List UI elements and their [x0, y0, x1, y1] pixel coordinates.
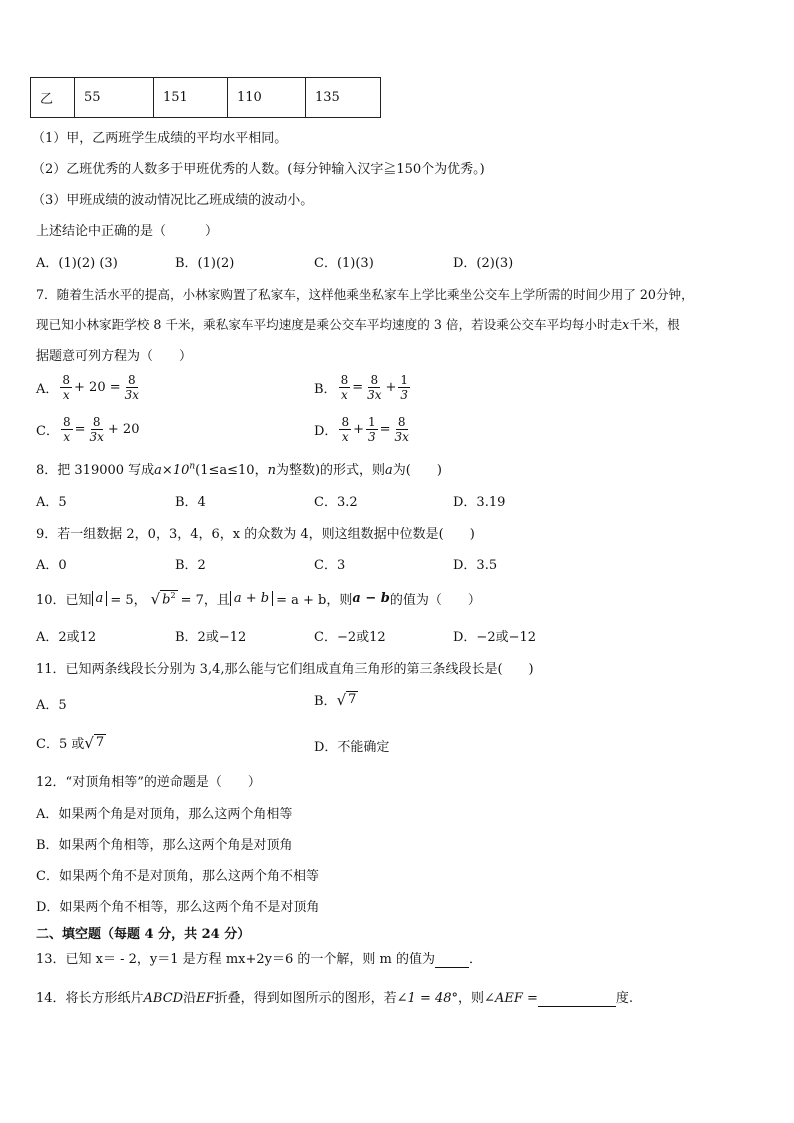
- q8-expr: a×10: [154, 463, 190, 478]
- q6-option-d[interactable]: D．(2)(3): [453, 256, 514, 271]
- q14-stem: [36, 987, 633, 1007]
- score-table: [30, 77, 381, 118]
- table-cell: 55: [75, 78, 154, 118]
- q7-option-a[interactable]: [36, 373, 143, 402]
- q7-option-c[interactable]: [36, 415, 139, 444]
- q13-text: 13．已知 x＝ - 2，y＝1 是方程 mx+2y＝6 的一个解，则 m 的值为: [36, 952, 435, 967]
- q10-option-a[interactable]: A．2或12: [36, 630, 97, 645]
- q8-n: n: [267, 463, 276, 478]
- q11-stem: 11．已知两条线段长分别为 3,4,那么能与它们组成直角三角形的第三条线段长是( ): [36, 662, 534, 677]
- q9-option-a[interactable]: A．0: [36, 558, 67, 573]
- radical-sign: √: [150, 589, 161, 608]
- radical-sign: √: [336, 690, 347, 709]
- q14-aef: ∠AEF =: [484, 991, 538, 1006]
- q7-option-b[interactable]: [314, 373, 412, 402]
- q6-stem: 上述结论中正确的是（ ）: [36, 224, 219, 239]
- q8-tail: 为( ): [392, 463, 442, 478]
- option-label: B．: [314, 694, 337, 709]
- q8-stem: [36, 459, 442, 478]
- q6-statement-3: （3）甲班成绩的波动情况比乙班成绩的波动小。: [32, 193, 314, 208]
- q14-mid: 沿: [183, 991, 197, 1006]
- q11-option-b[interactable]: [314, 690, 358, 709]
- radical-sign: √: [84, 733, 94, 752]
- answer-blank[interactable]: [538, 991, 616, 1007]
- q12-option-d[interactable]: D．如果两个角不相等，那么这两个角不是对顶角: [36, 900, 320, 915]
- q7-stem-line2: [36, 314, 680, 333]
- table-row: [31, 78, 381, 118]
- q9-option-c[interactable]: C．3: [314, 558, 346, 573]
- q10-tail: 的值为（ ）: [389, 593, 481, 608]
- option-label: C．: [36, 424, 59, 439]
- q8-post: 为整数)的形式，则: [275, 463, 386, 478]
- fraction: $\frac{8}{x}$: [341, 415, 350, 444]
- sqrt-7: √ 7: [336, 690, 357, 709]
- q8-option-a[interactable]: A．5: [36, 495, 67, 510]
- abs-a: a: [92, 591, 108, 606]
- q9-option-b[interactable]: B．2: [175, 558, 206, 573]
- option-label: A．: [36, 382, 59, 397]
- table-cell: 135: [306, 78, 381, 118]
- q11-option-a[interactable]: A．5: [36, 698, 67, 713]
- fraction: $\frac{8}{3x}$: [124, 373, 140, 402]
- operator: =: [74, 422, 86, 437]
- operator: =: [379, 422, 391, 437]
- q12-option-b[interactable]: B．如果两个角相等，那么这两个角是对顶角: [36, 838, 293, 853]
- fraction: $\frac{8}{x}$: [62, 415, 71, 444]
- q14-mid3: ，则: [458, 991, 485, 1006]
- q10-option-d[interactable]: D．−2或−12: [453, 630, 537, 645]
- q10-stem: [36, 589, 481, 608]
- q12-stem: 12．“对顶角相等”的逆命题是（ ）: [36, 775, 261, 790]
- q14-mid2: 折叠，得到如图所示的图形，若: [214, 991, 397, 1006]
- option-label: D．: [314, 424, 338, 439]
- q8-option-c[interactable]: C．3.2: [314, 495, 358, 510]
- q6-option-a[interactable]: A．(1)(2) (3): [36, 256, 118, 271]
- q14-tail: 度.: [615, 991, 634, 1006]
- fraction: $\frac{8}{3x}$: [394, 415, 409, 444]
- q10-eq5: = 5，: [110, 593, 147, 608]
- q8-condition: (1≤a≤10，: [195, 463, 268, 478]
- q7-stem-line3: 据题意可列方程为（ ）: [36, 349, 193, 364]
- operator: +: [353, 422, 364, 437]
- sqrt-b2: √ $b^2$: [150, 589, 176, 608]
- q11-option-c[interactable]: [36, 733, 106, 752]
- fraction: $\frac{1}{3}$: [400, 373, 409, 402]
- q8-exponent: n: [189, 461, 196, 472]
- fraction: $\frac{8}{x}$: [62, 373, 71, 402]
- q8-a: a: [385, 463, 393, 478]
- q12-option-c[interactable]: C．如果两个角不是对顶角，那么这两个角不相等: [36, 869, 319, 884]
- q8-option-b[interactable]: B．4: [175, 495, 206, 510]
- operator: =: [352, 380, 364, 395]
- q10-pre: 10．已知: [36, 593, 92, 608]
- fraction: $\frac{8}{x}$: [340, 373, 349, 402]
- table-cell: 乙: [31, 78, 75, 118]
- q12-option-a[interactable]: A．如果两个角是对顶角，那么这两个角相等: [36, 807, 293, 822]
- q8-pre: 8．把 319000 写成: [36, 463, 155, 478]
- q7-line2b: 千米，根: [629, 317, 680, 332]
- table-cell: 151: [154, 78, 228, 118]
- q6-option-c[interactable]: C．(1)(3): [314, 256, 374, 271]
- q10-eq: = a + b，则: [276, 593, 353, 608]
- fraction: $\frac{8}{3x}$: [89, 415, 104, 444]
- option-label: C．5 或: [36, 737, 85, 752]
- q7-stem-line1: 7．随着生活水平的提高，小林家购置了私家车，这样他乘坐私家车上学比乘坐公交车上学所需的时间少用了 20分钟，: [36, 287, 694, 302]
- q11-option-d[interactable]: D．不能确定: [314, 740, 390, 755]
- q6-statement-2: （2）乙班优秀的人数多于甲班优秀的人数。(每分钟输入汉字≧150个为优秀。): [32, 162, 485, 177]
- sqrt-7: √ 7: [84, 733, 105, 752]
- answer-blank[interactable]: [435, 952, 469, 968]
- q7-line2a: 现已知小林家距学校 8 千米，乘私家车平均速度是乘公交车平均速度的 3 倍，若设乘公交车平均每小时走: [36, 317, 623, 332]
- q7-option-d[interactable]: [314, 415, 413, 444]
- fraction: $\frac{1}{3}$: [367, 415, 376, 444]
- q14-abcd: ABCD: [143, 991, 184, 1006]
- q6-option-b[interactable]: B．(1)(2): [175, 256, 235, 271]
- q9-stem: 9．若一组数据 2，0，3，4，6，x 的众数为 4，则这组数据中位数是( ): [36, 527, 475, 542]
- q10-eq7: = 7，且: [180, 593, 230, 608]
- option-label: B．: [314, 382, 337, 397]
- q14-angle1: ∠1 = 48°: [396, 991, 459, 1006]
- q7-var-x: x: [622, 317, 630, 332]
- table-cell: 110: [228, 78, 306, 118]
- section-title: 二、填空题（每题 4 分，共 24 分）: [36, 927, 251, 942]
- q14-pre: 14．将长方形纸片: [36, 991, 144, 1006]
- q9-option-d[interactable]: D．3.5: [453, 558, 498, 573]
- operator: + 20: [107, 422, 140, 437]
- q10-option-b[interactable]: B．2或−12: [175, 630, 247, 645]
- operator: + 20 =: [74, 380, 121, 395]
- q6-statement-1: （1）甲，乙两班学生成绩的平均水平相同。: [32, 131, 288, 146]
- abs-a-plus-b: a + b: [230, 591, 273, 606]
- q10-option-c[interactable]: C．−2或12: [314, 630, 386, 645]
- fraction: $\frac{8}{3x}$: [367, 373, 382, 402]
- q14-ef: EF: [196, 991, 215, 1006]
- q8-option-d[interactable]: D．3.19: [453, 495, 506, 510]
- operator: +: [385, 380, 397, 395]
- q13-end: ．: [468, 952, 482, 967]
- q13-stem: [36, 948, 482, 968]
- q10-a-minus-b: a − b: [352, 591, 390, 606]
